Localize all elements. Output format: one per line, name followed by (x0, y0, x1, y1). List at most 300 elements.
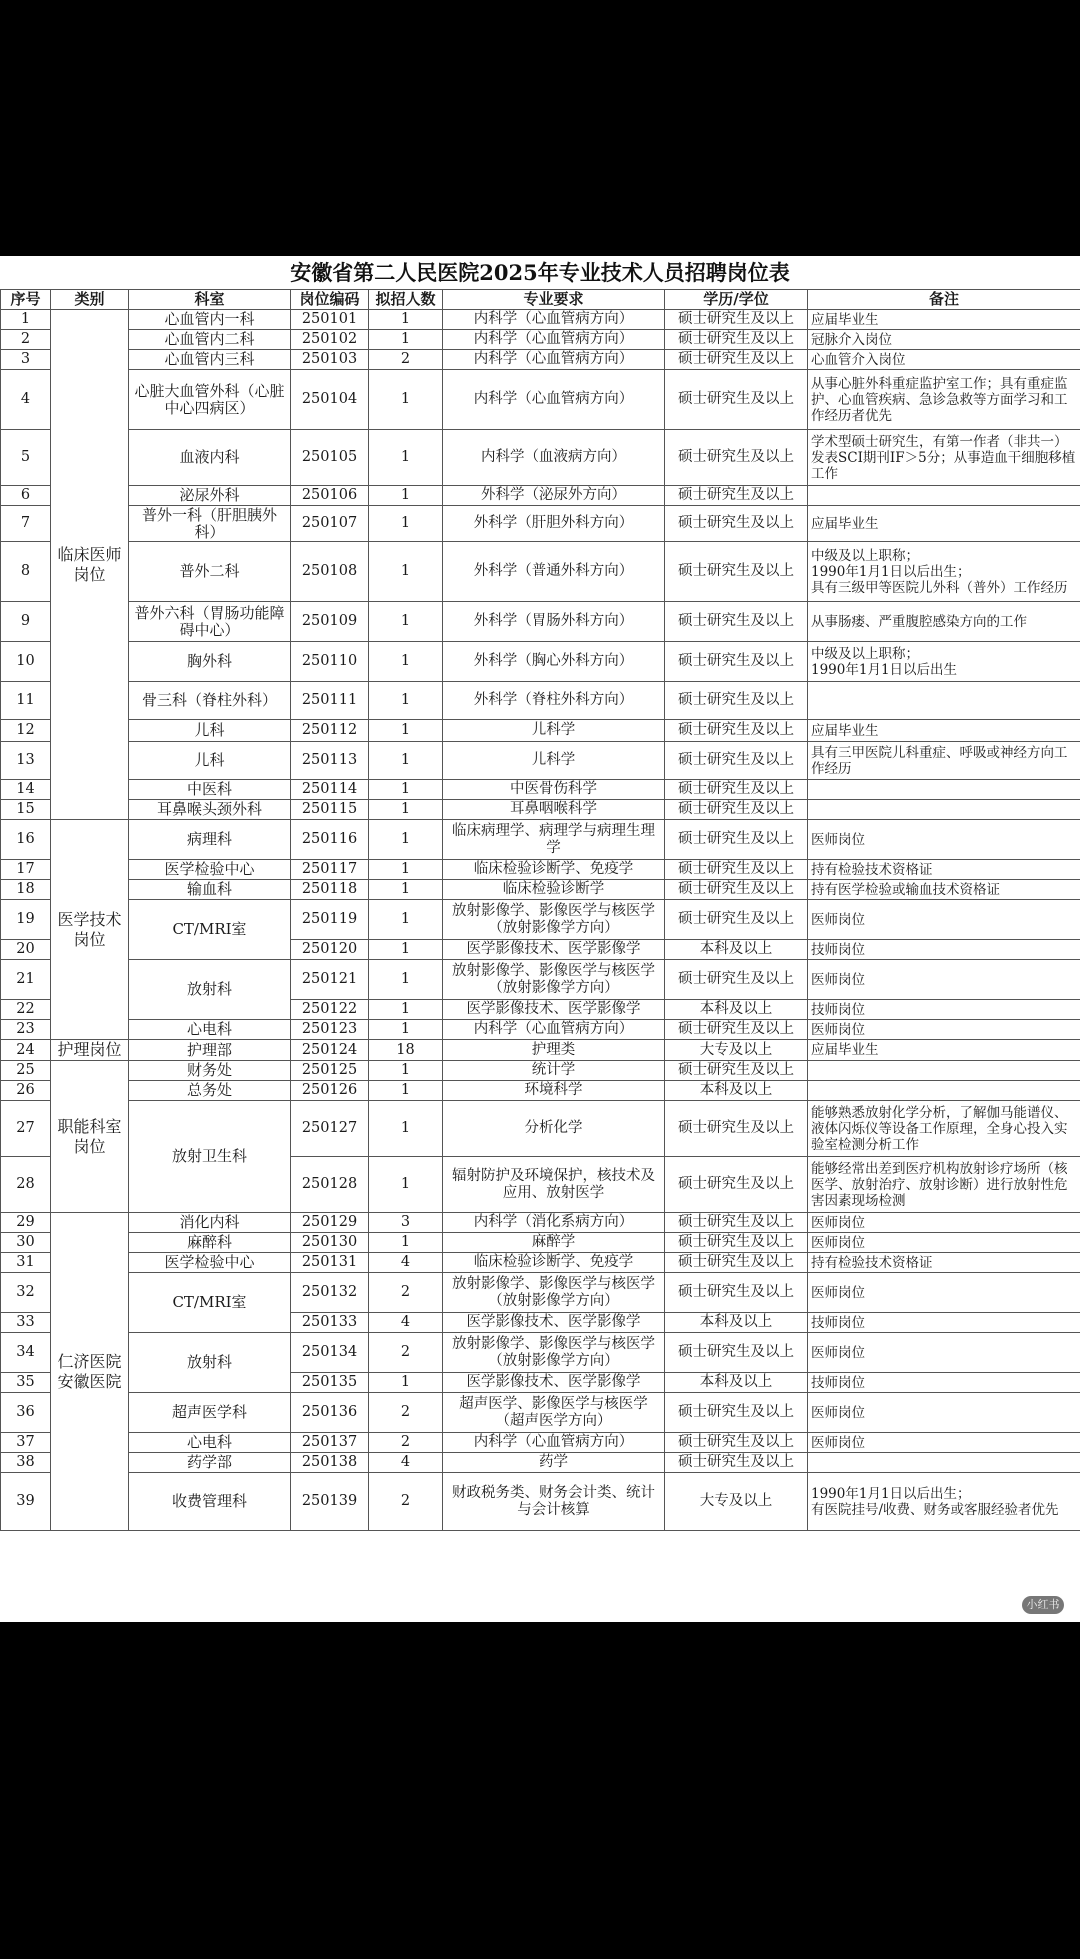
row-number: 9 (1, 602, 51, 642)
hiring-count: 4 (369, 1453, 443, 1473)
education-requirement: 硕士研究生及以上 (665, 1393, 808, 1433)
note-cell: 中级及以上职称； 1990年1月1日以后出生； 具有三级甲等医院儿外科（普外）工作经历 (808, 542, 1080, 602)
major-requirement: 外科学（胃肠外科方向） (443, 602, 665, 642)
department-cell: 普外一科（肝胆胰外科） (129, 506, 291, 542)
department-cell: 普外六科（胃肠功能障碍中心） (129, 602, 291, 642)
table-row (1, 880, 1080, 900)
watermark: 小红书 (1022, 1596, 1064, 1614)
major-requirement: 内科学（心血管病方向） (443, 1433, 665, 1453)
education-requirement: 大专及以上 (665, 1473, 808, 1531)
note-cell: 持有检验技术资格证 (808, 1253, 1080, 1273)
note-cell: 持有检验技术资格证 (808, 860, 1080, 880)
row-number: 34 (1, 1333, 51, 1373)
table-row (1, 720, 1080, 742)
position-code: 250128 (291, 1157, 369, 1213)
department-cell: 心电科 (129, 1433, 291, 1453)
department-cell: 总务处 (129, 1081, 291, 1101)
education-requirement: 硕士研究生及以上 (665, 880, 808, 900)
position-code: 250104 (291, 370, 369, 430)
row-number: 4 (1, 370, 51, 430)
table-row (1, 370, 1080, 430)
major-requirement: 临床检验诊断学、免疫学 (443, 1253, 665, 1273)
table-row (1, 602, 1080, 642)
table-row (1, 486, 1080, 506)
row-number: 13 (1, 742, 51, 780)
position-code: 250118 (291, 880, 369, 900)
row-number: 22 (1, 1000, 51, 1020)
major-requirement: 医学影像技术、医学影像学 (443, 1000, 665, 1020)
hiring-count: 1 (369, 1020, 443, 1040)
position-code: 250103 (291, 350, 369, 370)
major-requirement: 临床检验诊断学、免疫学 (443, 860, 665, 880)
department-cell: 普外二科 (129, 542, 291, 602)
hiring-count: 1 (369, 940, 443, 960)
department-cell: 病理科 (129, 820, 291, 860)
note-cell: 医师岗位 (808, 1433, 1080, 1453)
major-requirement: 内科学（消化系病方向） (443, 1213, 665, 1233)
table-row (1, 742, 1080, 780)
note-cell: 医师岗位 (808, 900, 1080, 940)
table-row (1, 860, 1080, 880)
position-code: 250101 (291, 310, 369, 330)
note-cell: 应届毕业生 (808, 310, 1080, 330)
position-code: 250119 (291, 900, 369, 940)
hiring-count: 1 (369, 542, 443, 602)
hiring-count: 1 (369, 642, 443, 682)
hiring-count: 1 (369, 370, 443, 430)
education-requirement: 硕士研究生及以上 (665, 682, 808, 720)
note-cell: 具有三甲医院儿科重症、呼吸或神经方向工作经历 (808, 742, 1080, 780)
position-code: 250131 (291, 1253, 369, 1273)
major-requirement: 药学 (443, 1453, 665, 1473)
row-number: 7 (1, 506, 51, 542)
table-row (1, 1081, 1080, 1101)
note-cell: 应届毕业生 (808, 506, 1080, 542)
table-row (1, 1020, 1080, 1040)
major-requirement: 外科学（胸心外科方向） (443, 642, 665, 682)
education-requirement: 本科及以上 (665, 1373, 808, 1393)
hiring-count: 1 (369, 506, 443, 542)
education-requirement: 硕士研究生及以上 (665, 1453, 808, 1473)
major-requirement: 放射影像学、影像医学与核医学（放射影像学方向） (443, 1333, 665, 1373)
department-cell: 放射科 (129, 960, 291, 1020)
major-requirement: 护理类 (443, 1040, 665, 1061)
major-requirement: 分析化学 (443, 1101, 665, 1157)
row-number: 36 (1, 1393, 51, 1433)
note-cell: 医师岗位 (808, 820, 1080, 860)
note-cell (808, 1453, 1080, 1473)
department-cell: 护理部 (129, 1040, 291, 1061)
table-row (1, 1101, 1080, 1157)
hiring-count: 1 (369, 1157, 443, 1213)
department-cell: 麻醉科 (129, 1233, 291, 1253)
position-code: 250105 (291, 430, 369, 486)
department-cell: 中医科 (129, 780, 291, 800)
hiring-count: 1 (369, 1000, 443, 1020)
position-code: 250139 (291, 1473, 369, 1531)
major-requirement: 临床检验诊断学 (443, 880, 665, 900)
table-row (1, 960, 1080, 1000)
row-number: 5 (1, 430, 51, 486)
note-cell: 冠脉介入岗位 (808, 330, 1080, 350)
position-code: 250117 (291, 860, 369, 880)
position-code: 250124 (291, 1040, 369, 1061)
department-cell: 心血管内一科 (129, 310, 291, 330)
note-cell (808, 682, 1080, 720)
position-code: 250120 (291, 940, 369, 960)
header-category: 类别 (51, 290, 129, 310)
note-cell: 医师岗位 (808, 1333, 1080, 1373)
note-cell: 技师岗位 (808, 940, 1080, 960)
major-requirement: 外科学（肝胆外科方向） (443, 506, 665, 542)
education-requirement: 硕士研究生及以上 (665, 780, 808, 800)
row-number: 16 (1, 820, 51, 860)
department-cell: 输血科 (129, 880, 291, 900)
note-cell: 医师岗位 (808, 1233, 1080, 1253)
major-requirement: 放射影像学、影像医学与核医学（放射影像学方向） (443, 960, 665, 1000)
category-cell: 仁济医院安徽医院 (51, 1213, 129, 1531)
hiring-count: 1 (369, 800, 443, 820)
row-number: 2 (1, 330, 51, 350)
department-cell: 骨三科（脊柱外科） (129, 682, 291, 720)
category-cell: 临床医师岗位 (51, 310, 129, 820)
position-code: 250102 (291, 330, 369, 350)
department-cell: 超声医学科 (129, 1393, 291, 1433)
hiring-count: 1 (369, 430, 443, 486)
table-row (1, 330, 1080, 350)
hiring-count: 1 (369, 1061, 443, 1081)
hiring-count: 3 (369, 1213, 443, 1233)
header-education: 学历/学位 (665, 290, 808, 310)
major-requirement: 环境科学 (443, 1081, 665, 1101)
table-row (1, 642, 1080, 682)
education-requirement: 硕士研究生及以上 (665, 1253, 808, 1273)
category-cell: 医学技术岗位 (51, 820, 129, 1040)
row-number: 25 (1, 1061, 51, 1081)
department-cell: 儿科 (129, 742, 291, 780)
hiring-count: 2 (369, 350, 443, 370)
department-cell: 儿科 (129, 720, 291, 742)
row-number: 27 (1, 1101, 51, 1157)
major-requirement: 外科学（脊柱外科方向） (443, 682, 665, 720)
education-requirement: 硕士研究生及以上 (665, 486, 808, 506)
education-requirement: 硕士研究生及以上 (665, 506, 808, 542)
department-cell: 药学部 (129, 1453, 291, 1473)
category-cell: 护理岗位 (51, 1040, 129, 1061)
table-row (1, 1453, 1080, 1473)
education-requirement: 硕士研究生及以上 (665, 1213, 808, 1233)
table-row (1, 1473, 1080, 1531)
hiring-count: 1 (369, 960, 443, 1000)
note-cell: 技师岗位 (808, 1000, 1080, 1020)
note-cell: 中级及以上职称； 1990年1月1日以后出生 (808, 642, 1080, 682)
note-cell (808, 780, 1080, 800)
major-requirement: 统计学 (443, 1061, 665, 1081)
header-code: 岗位编码 (291, 290, 369, 310)
position-code: 250137 (291, 1433, 369, 1453)
row-number: 11 (1, 682, 51, 720)
major-requirement: 医学影像技术、医学影像学 (443, 1373, 665, 1393)
hiring-count: 1 (369, 880, 443, 900)
note-cell (808, 1061, 1080, 1081)
education-requirement: 大专及以上 (665, 1040, 808, 1061)
row-number: 29 (1, 1213, 51, 1233)
note-cell (808, 1081, 1080, 1101)
education-requirement: 本科及以上 (665, 1313, 808, 1333)
note-cell (808, 800, 1080, 820)
major-requirement: 内科学（心血管病方向） (443, 310, 665, 330)
position-code: 250130 (291, 1233, 369, 1253)
note-cell: 心血管介入岗位 (808, 350, 1080, 370)
row-number: 31 (1, 1253, 51, 1273)
major-requirement: 放射影像学、影像医学与核医学（放射影像学方向） (443, 1273, 665, 1313)
row-number: 15 (1, 800, 51, 820)
education-requirement: 硕士研究生及以上 (665, 742, 808, 780)
department-cell: CT/MRI室 (129, 1273, 291, 1333)
table-row (1, 1433, 1080, 1453)
position-code: 250136 (291, 1393, 369, 1433)
note-cell: 医师岗位 (808, 1020, 1080, 1040)
education-requirement: 硕士研究生及以上 (665, 1333, 808, 1373)
note-cell: 应届毕业生 (808, 1040, 1080, 1061)
hiring-count: 1 (369, 780, 443, 800)
hiring-count: 1 (369, 1233, 443, 1253)
major-requirement: 儿科学 (443, 720, 665, 742)
row-number: 8 (1, 542, 51, 602)
major-requirement: 内科学（心血管病方向） (443, 1020, 665, 1040)
department-cell: 胸外科 (129, 642, 291, 682)
department-cell: 心血管内三科 (129, 350, 291, 370)
position-code: 250108 (291, 542, 369, 602)
position-code: 250134 (291, 1333, 369, 1373)
hiring-count: 1 (369, 860, 443, 880)
department-cell: 耳鼻喉头颈外科 (129, 800, 291, 820)
note-cell: 医师岗位 (808, 1213, 1080, 1233)
education-requirement: 本科及以上 (665, 1081, 808, 1101)
department-cell: 消化内科 (129, 1213, 291, 1233)
table-row (1, 1061, 1080, 1081)
table-row (1, 800, 1080, 820)
major-requirement: 中医骨伤科学 (443, 780, 665, 800)
hiring-count: 1 (369, 1081, 443, 1101)
education-requirement: 本科及以上 (665, 1000, 808, 1020)
position-code: 250132 (291, 1273, 369, 1313)
department-cell: 医学检验中心 (129, 860, 291, 880)
header-count: 拟招人数 (369, 290, 443, 310)
category-cell: 职能科室岗位 (51, 1061, 129, 1213)
row-number: 6 (1, 486, 51, 506)
header-note: 备注 (808, 290, 1080, 310)
major-requirement: 财政税务类、财务会计类、统计与会计核算 (443, 1473, 665, 1531)
table-row (1, 900, 1080, 940)
education-requirement: 硕士研究生及以上 (665, 430, 808, 486)
position-code: 250114 (291, 780, 369, 800)
row-number: 23 (1, 1020, 51, 1040)
note-cell: 从事肠瘘、严重腹腔感染方向的工作 (808, 602, 1080, 642)
position-code: 250121 (291, 960, 369, 1000)
hiring-count: 1 (369, 682, 443, 720)
education-requirement: 硕士研究生及以上 (665, 350, 808, 370)
major-requirement: 超声医学、影像医学与核医学（超声医学方向） (443, 1393, 665, 1433)
note-cell: 持有医学检验或输血技术资格证 (808, 880, 1080, 900)
position-code: 250107 (291, 506, 369, 542)
note-cell: 医师岗位 (808, 960, 1080, 1000)
note-cell: 能够熟悉放射化学分析，了解伽马能谱仪、液体闪烁仪等设备工作原理，全身心投入实验室检测分析工作 (808, 1101, 1080, 1157)
row-number: 38 (1, 1453, 51, 1473)
position-code: 250112 (291, 720, 369, 742)
hiring-count: 2 (369, 1273, 443, 1313)
row-number: 12 (1, 720, 51, 742)
hiring-count: 1 (369, 900, 443, 940)
hiring-count: 4 (369, 1313, 443, 1333)
education-requirement: 硕士研究生及以上 (665, 642, 808, 682)
table-row (1, 350, 1080, 370)
hiring-count: 1 (369, 720, 443, 742)
major-requirement: 外科学（普通外科方向） (443, 542, 665, 602)
major-requirement: 临床病理学、病理学与病理生理学 (443, 820, 665, 860)
position-code: 250138 (291, 1453, 369, 1473)
row-number: 17 (1, 860, 51, 880)
table-row (1, 1213, 1080, 1233)
note-cell: 能够经常出差到医疗机构放射诊疗场所（核医学、放射治疗、放射诊断）进行放射性危害因素现场检测 (808, 1157, 1080, 1213)
row-number: 14 (1, 780, 51, 800)
position-code: 250127 (291, 1101, 369, 1157)
note-cell: 应届毕业生 (808, 720, 1080, 742)
department-cell: 心脏大血管外科（心脏中心四病区） (129, 370, 291, 430)
department-cell: 财务处 (129, 1061, 291, 1081)
department-cell: 血液内科 (129, 430, 291, 486)
table-row (1, 542, 1080, 602)
position-code: 250122 (291, 1000, 369, 1020)
table-row (1, 506, 1080, 542)
table-row (1, 1040, 1080, 1061)
education-requirement: 硕士研究生及以上 (665, 1233, 808, 1253)
major-requirement: 内科学（心血管病方向） (443, 370, 665, 430)
education-requirement: 本科及以上 (665, 940, 808, 960)
position-code: 250126 (291, 1081, 369, 1101)
note-cell: 1990年1月1日以后出生； 有医院挂号/收费、财务或客服经验者优先 (808, 1473, 1080, 1531)
department-cell: 放射科 (129, 1333, 291, 1393)
hiring-count: 1 (369, 1373, 443, 1393)
table-row (1, 310, 1080, 330)
major-requirement: 放射影像学、影像医学与核医学（放射影像学方向） (443, 900, 665, 940)
major-requirement: 内科学（心血管病方向） (443, 350, 665, 370)
department-cell: 泌尿外科 (129, 486, 291, 506)
department-cell: 医学检验中心 (129, 1253, 291, 1273)
department-cell: 心血管内二科 (129, 330, 291, 350)
recruitment-sheet (0, 256, 1080, 1622)
education-requirement: 硕士研究生及以上 (665, 1020, 808, 1040)
major-requirement: 内科学（心血管病方向） (443, 330, 665, 350)
major-requirement: 辐射防护及环境保护，核技术及应用、放射医学 (443, 1157, 665, 1213)
row-number: 3 (1, 350, 51, 370)
education-requirement: 硕士研究生及以上 (665, 1101, 808, 1157)
education-requirement: 硕士研究生及以上 (665, 542, 808, 602)
hiring-count: 4 (369, 1253, 443, 1273)
major-requirement: 医学影像技术、医学影像学 (443, 940, 665, 960)
position-code: 250113 (291, 742, 369, 780)
education-requirement: 硕士研究生及以上 (665, 330, 808, 350)
note-cell: 技师岗位 (808, 1373, 1080, 1393)
hiring-count: 2 (369, 1433, 443, 1453)
position-code: 250116 (291, 820, 369, 860)
education-requirement: 硕士研究生及以上 (665, 960, 808, 1000)
education-requirement: 硕士研究生及以上 (665, 1433, 808, 1453)
major-requirement: 医学影像技术、医学影像学 (443, 1313, 665, 1333)
major-requirement: 儿科学 (443, 742, 665, 780)
education-requirement: 硕士研究生及以上 (665, 1273, 808, 1313)
position-code: 250135 (291, 1373, 369, 1393)
position-code: 250129 (291, 1213, 369, 1233)
position-code: 250115 (291, 800, 369, 820)
row-number: 37 (1, 1433, 51, 1453)
education-requirement: 硕士研究生及以上 (665, 370, 808, 430)
table-row (1, 1393, 1080, 1433)
hiring-count: 1 (369, 486, 443, 506)
major-requirement: 麻醉学 (443, 1233, 665, 1253)
position-code: 250109 (291, 602, 369, 642)
education-requirement: 硕士研究生及以上 (665, 800, 808, 820)
row-number: 20 (1, 940, 51, 960)
position-code: 250110 (291, 642, 369, 682)
row-number: 24 (1, 1040, 51, 1061)
education-requirement: 硕士研究生及以上 (665, 860, 808, 880)
row-number: 26 (1, 1081, 51, 1101)
row-number: 33 (1, 1313, 51, 1333)
table-row (1, 820, 1080, 860)
education-requirement: 硕士研究生及以上 (665, 720, 808, 742)
department-cell: 收费管理科 (129, 1473, 291, 1531)
note-cell: 学术型硕士研究生，有第一作者（非共一）发表SCI期刊IF＞5分；从事造血干细胞移植工作 (808, 430, 1080, 486)
header-no: 序号 (1, 290, 51, 310)
position-code: 250133 (291, 1313, 369, 1333)
hiring-count: 18 (369, 1040, 443, 1061)
education-requirement: 硕士研究生及以上 (665, 820, 808, 860)
hiring-count: 2 (369, 1333, 443, 1373)
table-row (1, 1273, 1080, 1313)
row-number: 35 (1, 1373, 51, 1393)
hiring-count: 1 (369, 330, 443, 350)
row-number: 39 (1, 1473, 51, 1531)
hiring-count: 2 (369, 1473, 443, 1531)
row-number: 1 (1, 310, 51, 330)
position-code: 250125 (291, 1061, 369, 1081)
table-row (1, 1333, 1080, 1373)
position-code: 250106 (291, 486, 369, 506)
note-cell: 医师岗位 (808, 1393, 1080, 1433)
table-row (1, 1253, 1080, 1273)
header-major: 专业要求 (443, 290, 665, 310)
row-number: 18 (1, 880, 51, 900)
major-requirement: 外科学（泌尿外方向） (443, 486, 665, 506)
education-requirement: 硕士研究生及以上 (665, 602, 808, 642)
department-cell: 放射卫生科 (129, 1101, 291, 1213)
hiring-count: 1 (369, 602, 443, 642)
header-department: 科室 (129, 290, 291, 310)
table-row (1, 682, 1080, 720)
department-cell: 心电科 (129, 1020, 291, 1040)
header-row (1, 290, 1080, 310)
hiring-count: 1 (369, 1101, 443, 1157)
education-requirement: 硕士研究生及以上 (665, 310, 808, 330)
table-row (1, 780, 1080, 800)
table-title: 安徽省第二人民医院2025年专业技术人员招聘岗位表 (290, 260, 790, 285)
education-requirement: 硕士研究生及以上 (665, 1061, 808, 1081)
education-requirement: 硕士研究生及以上 (665, 900, 808, 940)
hiring-count: 2 (369, 1393, 443, 1433)
position-code: 250111 (291, 682, 369, 720)
major-requirement: 内科学（血液病方向） (443, 430, 665, 486)
